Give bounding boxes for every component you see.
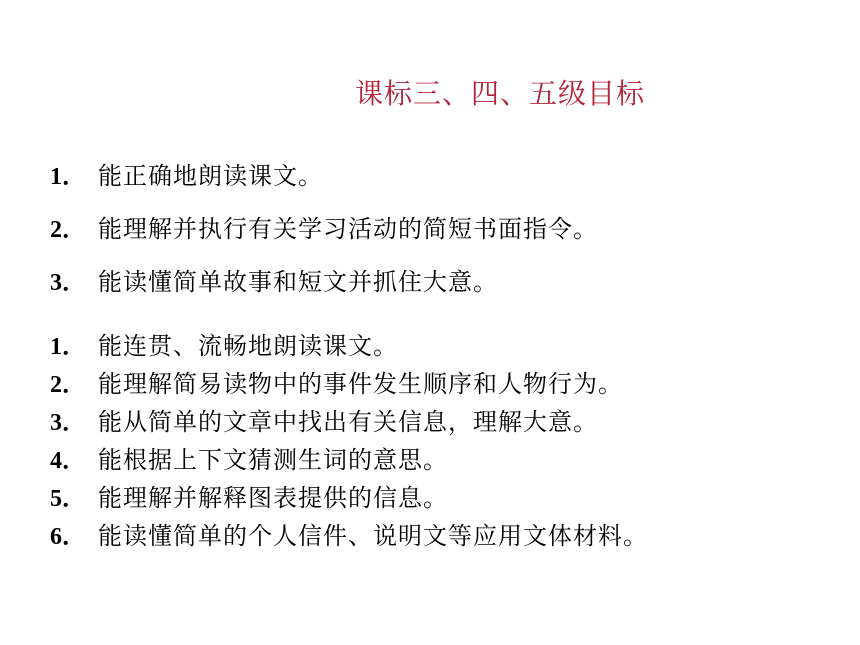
- item-number: 5．: [50, 486, 86, 512]
- item-number: 2．: [50, 372, 86, 398]
- list-item: [50, 478, 648, 516]
- item-text: 能根据上下文猜测生词的意思。: [98, 446, 448, 474]
- item-text: 能连贯、流畅地朗读课文。: [98, 332, 398, 360]
- item-text: 能理解并解释图表提供的信息。: [98, 484, 448, 512]
- item-text: 能理解简易读物中的事件发生顺序和人物行为。: [98, 370, 623, 398]
- item-text: 能理解并执行有关学习活动的简短书面指令。: [98, 215, 598, 243]
- item-number: 1．: [50, 164, 86, 190]
- list-item: [50, 516, 648, 554]
- item-number: 6．: [50, 524, 86, 550]
- list-item: [50, 156, 598, 209]
- item-number: 3．: [50, 410, 86, 436]
- slide-title: 课标三、四、五级目标: [355, 77, 646, 110]
- list-item: [50, 440, 648, 478]
- item-text: 能读懂简单故事和短文并抓住大意。: [98, 268, 498, 296]
- objectives-list-group-b: [50, 326, 648, 554]
- item-number: 2．: [50, 217, 86, 243]
- item-text: 能读懂简单的个人信件、说明文等应用文体材料。: [98, 522, 648, 550]
- list-item: [50, 262, 598, 315]
- item-number: 3．: [50, 270, 86, 296]
- item-number: 4．: [50, 448, 86, 474]
- list-item: [50, 209, 598, 262]
- list-item: [50, 364, 648, 402]
- objectives-list-group-a: [50, 156, 598, 315]
- list-item: [50, 402, 648, 440]
- list-item: [50, 326, 648, 364]
- item-number: 1．: [50, 334, 86, 360]
- item-text: 能正确地朗读课文。: [98, 162, 323, 190]
- item-text: 能从简单的文章中找出有关信息，理解大意。: [98, 408, 598, 436]
